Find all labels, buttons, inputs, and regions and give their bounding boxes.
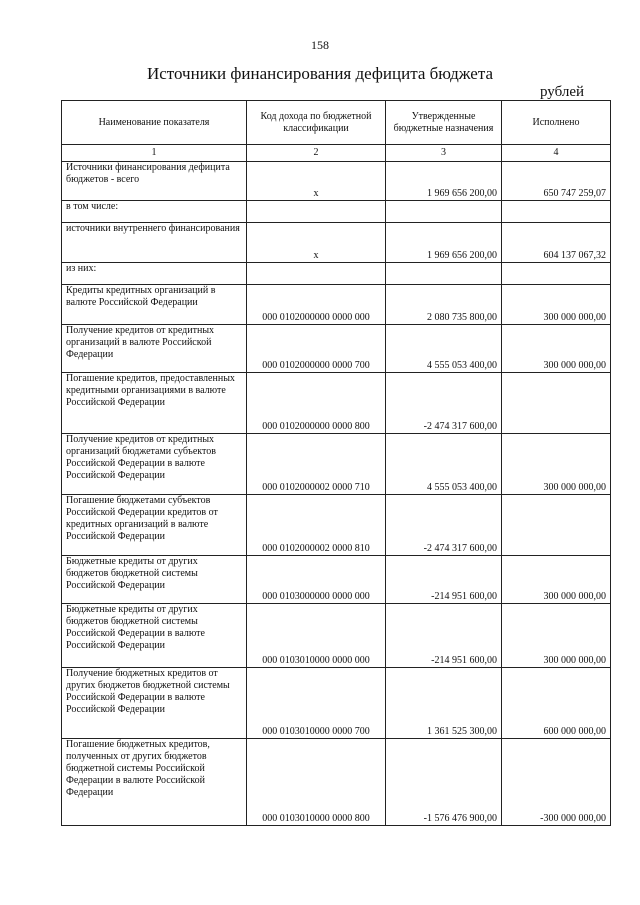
header-approved: Утвержденные бюджетные назначения (386, 101, 502, 145)
row-code: x (247, 223, 386, 263)
row-code: 000 0102000002 0000 710 (247, 434, 386, 495)
row-approved: 1 361 525 300,00 (386, 668, 502, 739)
table-row (62, 604, 611, 668)
row-approved: -2 474 317 600,00 (386, 495, 502, 556)
row-approved (386, 201, 502, 223)
table-row (62, 668, 611, 739)
row-name: Источники финансирования дефицита бюджетов - всего (62, 162, 247, 201)
row-executed: 600 000 000,00 (502, 668, 611, 739)
header-budget-code: Код дохода по бюджетной классификации (247, 101, 386, 145)
row-executed (502, 373, 611, 434)
row-approved: 4 555 053 400,00 (386, 434, 502, 495)
row-name: Получение кредитов от кредитных организаций бюджетами субъектов Российской Федерации в валюте Российской Федерации (62, 434, 247, 495)
financing-sources-table (61, 100, 611, 826)
row-approved: 1 969 656 200,00 (386, 162, 502, 201)
row-code (247, 263, 386, 285)
row-approved: 4 555 053 400,00 (386, 325, 502, 373)
table-row (62, 285, 611, 325)
units-label: рублей (540, 84, 585, 100)
table-row (62, 263, 611, 285)
row-name: Погашение бюджетных кредитов, полученных от других бюджетов бюджетной системы Российской Федерации в валюте Российской Федерации (62, 739, 247, 826)
row-approved: 2 080 735 800,00 (386, 285, 502, 325)
row-approved: -2 474 317 600,00 (386, 373, 502, 434)
table-row (62, 556, 611, 604)
row-approved: -1 576 476 900,00 (386, 739, 502, 826)
row-code: 000 0103010000 0000 800 (247, 739, 386, 826)
row-name: Погашение бюджетами субъектов Российской Федерации кредитов от кредитных организаций в валюте Российской Федерации (62, 495, 247, 556)
row-executed: 300 000 000,00 (502, 325, 611, 373)
row-executed: 300 000 000,00 (502, 556, 611, 604)
column-index: 4 (502, 145, 611, 162)
row-approved (386, 263, 502, 285)
row-code (247, 201, 386, 223)
row-name: Получение бюджетных кредитов от других бюджетов бюджетной системы Российской Федерации в валюте Российской Федерации (62, 668, 247, 739)
row-executed: 604 137 067,32 (502, 223, 611, 263)
table-row (62, 495, 611, 556)
row-executed: 650 747 259,07 (502, 162, 611, 201)
column-index-row (62, 145, 611, 162)
row-code: 000 0102000000 0000 000 (247, 285, 386, 325)
table-row (62, 201, 611, 223)
row-code: x (247, 162, 386, 201)
row-name: Получение кредитов от кредитных организаций в валюте Российской Федерации (62, 325, 247, 373)
row-executed: 300 000 000,00 (502, 604, 611, 668)
row-executed: 300 000 000,00 (502, 434, 611, 495)
row-code: 000 0102000000 0000 700 (247, 325, 386, 373)
row-name: Бюджетные кредиты от других бюджетов бюджетной системы Российской Федерации (62, 556, 247, 604)
row-code: 000 0103010000 0000 000 (247, 604, 386, 668)
row-code: 000 0103000000 0000 000 (247, 556, 386, 604)
row-name: источники внутреннего финансирования (62, 223, 247, 263)
table-row (62, 739, 611, 826)
table-header-row (62, 101, 611, 145)
document-title: Источники финансирования дефицита бюджета (146, 64, 494, 83)
row-executed (502, 263, 611, 285)
row-approved: -214 951 600,00 (386, 556, 502, 604)
row-name: в том числе: (62, 201, 247, 223)
row-executed (502, 495, 611, 556)
row-executed: -300 000 000,00 (502, 739, 611, 826)
row-name: из них: (62, 263, 247, 285)
page-number: 158 (311, 38, 329, 52)
row-executed: 300 000 000,00 (502, 285, 611, 325)
table-row (62, 325, 611, 373)
row-name: Погашение кредитов, предоставленных кредитными организациями в валюте Российской Федерации (62, 373, 247, 434)
row-executed (502, 201, 611, 223)
row-name: Бюджетные кредиты от других бюджетов бюджетной системы Российской Федерации в валюте Российской Федерации (62, 604, 247, 668)
table-row (62, 223, 611, 263)
row-approved: 1 969 656 200,00 (386, 223, 502, 263)
row-code: 000 0102000002 0000 810 (247, 495, 386, 556)
row-approved: -214 951 600,00 (386, 604, 502, 668)
row-code: 000 0102000000 0000 800 (247, 373, 386, 434)
table-row (62, 373, 611, 434)
column-index: 2 (247, 145, 386, 162)
header-indicator-name: Наименование показателя (62, 101, 247, 145)
row-name: Кредиты кредитных организаций в валюте Российской Федерации (62, 285, 247, 325)
column-index: 1 (62, 145, 247, 162)
column-index: 3 (386, 145, 502, 162)
table-row (62, 162, 611, 201)
row-code: 000 0103010000 0000 700 (247, 668, 386, 739)
table-row (62, 434, 611, 495)
header-executed: Исполнено (502, 101, 611, 145)
